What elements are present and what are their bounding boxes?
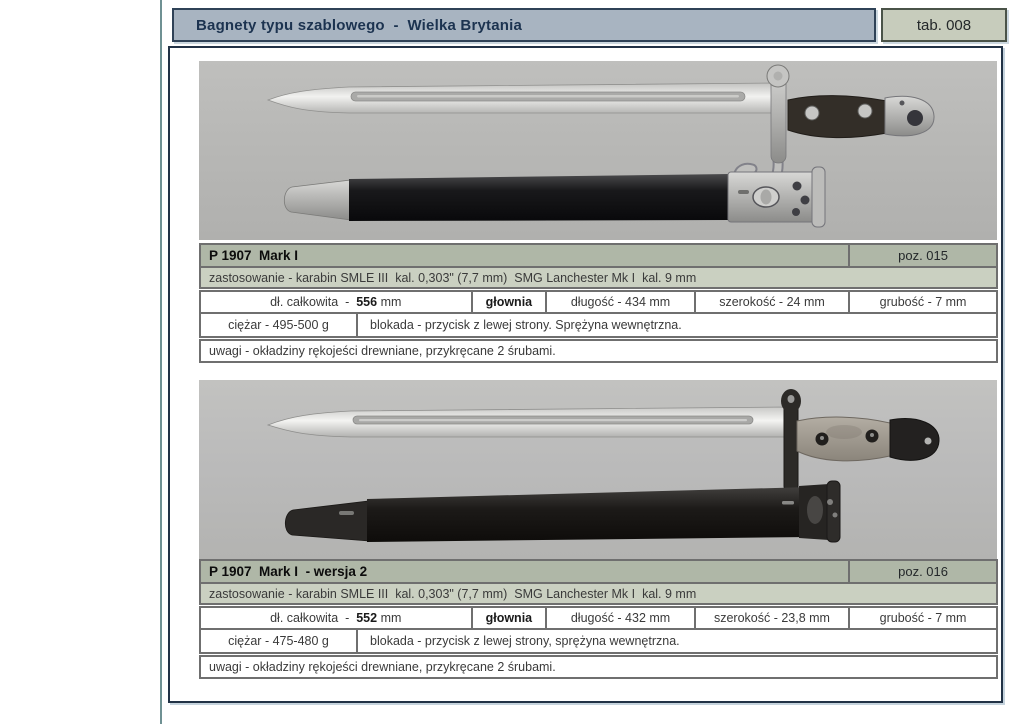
grip-rivet	[805, 106, 819, 120]
blade-length: długość - 434 mm	[545, 292, 694, 312]
weight-cell: ciężar - 475-480 g	[228, 634, 329, 648]
spec-table-2	[199, 559, 998, 679]
model-title: P 1907 Mark I	[209, 248, 299, 263]
table-row-title	[199, 559, 998, 584]
chape-mark	[339, 511, 354, 515]
table-row-weight-lock	[199, 628, 998, 654]
scabbard-mouth	[827, 481, 840, 542]
throat-highlight	[807, 496, 823, 524]
model-title: P 1907 Mark I - wersja 2	[209, 564, 368, 579]
grip-rivet-center	[820, 436, 824, 440]
pommel-stud	[900, 101, 905, 106]
total-length-label: dł. całkowita -	[270, 611, 357, 625]
guard-ring-hole	[774, 72, 783, 81]
blade-length: długość - 432 mm	[545, 608, 694, 628]
total-length-unit: mm	[377, 295, 402, 309]
scabbard-body	[349, 174, 730, 221]
spec-table-1	[199, 243, 998, 363]
bayonet-photo-2	[199, 380, 997, 559]
blade-header: głownia	[471, 608, 546, 628]
table-row-dimensions	[199, 290, 998, 314]
table-row-notes	[199, 655, 998, 679]
content-frame	[168, 46, 1003, 703]
blade-thickness: grubość - 7 mm	[848, 292, 996, 312]
grip-rivet	[858, 104, 872, 118]
usage-text: zastosowanie - karabin SMLE III kal. 0,303" (7,7 mm) SMG Lanchester Mk I kal. 9 mm	[209, 586, 697, 601]
throat-slot	[782, 501, 794, 505]
weight-cell: ciężar - 495-500 g	[228, 318, 329, 332]
bayonet-photo-1	[199, 61, 997, 240]
total-length-cell	[201, 608, 471, 628]
blade-width: szerokość - 23,8 mm	[694, 608, 848, 628]
fuller-highlight	[357, 95, 739, 98]
blade-thickness: grubość - 7 mm	[848, 608, 996, 628]
table-row-dimensions	[199, 606, 998, 630]
tab-number-label: tab. 008	[916, 16, 972, 34]
locket-rivet	[792, 208, 800, 216]
lock-cell: blokada - przycisk z lewej strony. Sprężyna wewnętrzna.	[356, 314, 996, 336]
total-length-label: dł. całkowita -	[270, 295, 357, 309]
table-row-usage	[199, 582, 998, 605]
total-length-value: 552	[356, 611, 378, 625]
left-accent-line	[160, 0, 162, 724]
guard-ring-hole	[788, 395, 795, 403]
throat-rivet	[827, 499, 833, 505]
scabbard-mouth	[812, 167, 825, 227]
pommel-hole	[907, 110, 923, 126]
total-length-value: 556	[356, 295, 378, 309]
locket-stud-center	[761, 190, 772, 205]
wood-grip	[788, 96, 887, 138]
notes-cell: uwagi - okładziny rękojeści drewniane, przykręcane 2 śrubami.	[209, 344, 556, 358]
table-row-weight-lock	[199, 312, 998, 338]
table-row-usage	[199, 266, 998, 289]
total-length-unit: mm	[377, 611, 402, 625]
grip-rivet-center	[870, 433, 874, 437]
table-row-notes	[199, 339, 998, 363]
lock-cell: blokada - przycisk z lewej strony, sprężyna wewnętrzna.	[356, 630, 996, 652]
locket-rivet	[793, 182, 802, 191]
poz-number: poz. 015	[848, 245, 996, 266]
table-row-title	[199, 243, 998, 268]
blade-width: szerokość - 24 mm	[694, 292, 848, 312]
grip-mottle	[826, 425, 862, 439]
pommel-stud	[925, 438, 932, 445]
page-header	[172, 8, 876, 42]
poz-number: poz. 016	[848, 561, 996, 582]
locket-rivet	[801, 196, 810, 205]
bayonet-photo-2-image	[199, 380, 997, 559]
throat-rivet	[833, 513, 838, 518]
blade-header: głownia	[471, 292, 546, 312]
tab-number-box	[881, 8, 1007, 42]
notes-cell: uwagi - okładziny rękojeści drewniane, przykręcane 2 śrubami.	[209, 660, 556, 674]
bayonet-photo-1-image	[199, 61, 997, 240]
page-title: Bagnety typu szablowego - Wielka Brytania	[196, 16, 523, 34]
locket-slot	[738, 190, 749, 194]
usage-text: zastosowanie - karabin SMLE III kal. 0,303" (7,7 mm) SMG Lanchester Mk I kal. 9 mm	[209, 270, 697, 285]
fuller-highlight	[359, 419, 747, 421]
total-length-cell	[201, 292, 471, 312]
